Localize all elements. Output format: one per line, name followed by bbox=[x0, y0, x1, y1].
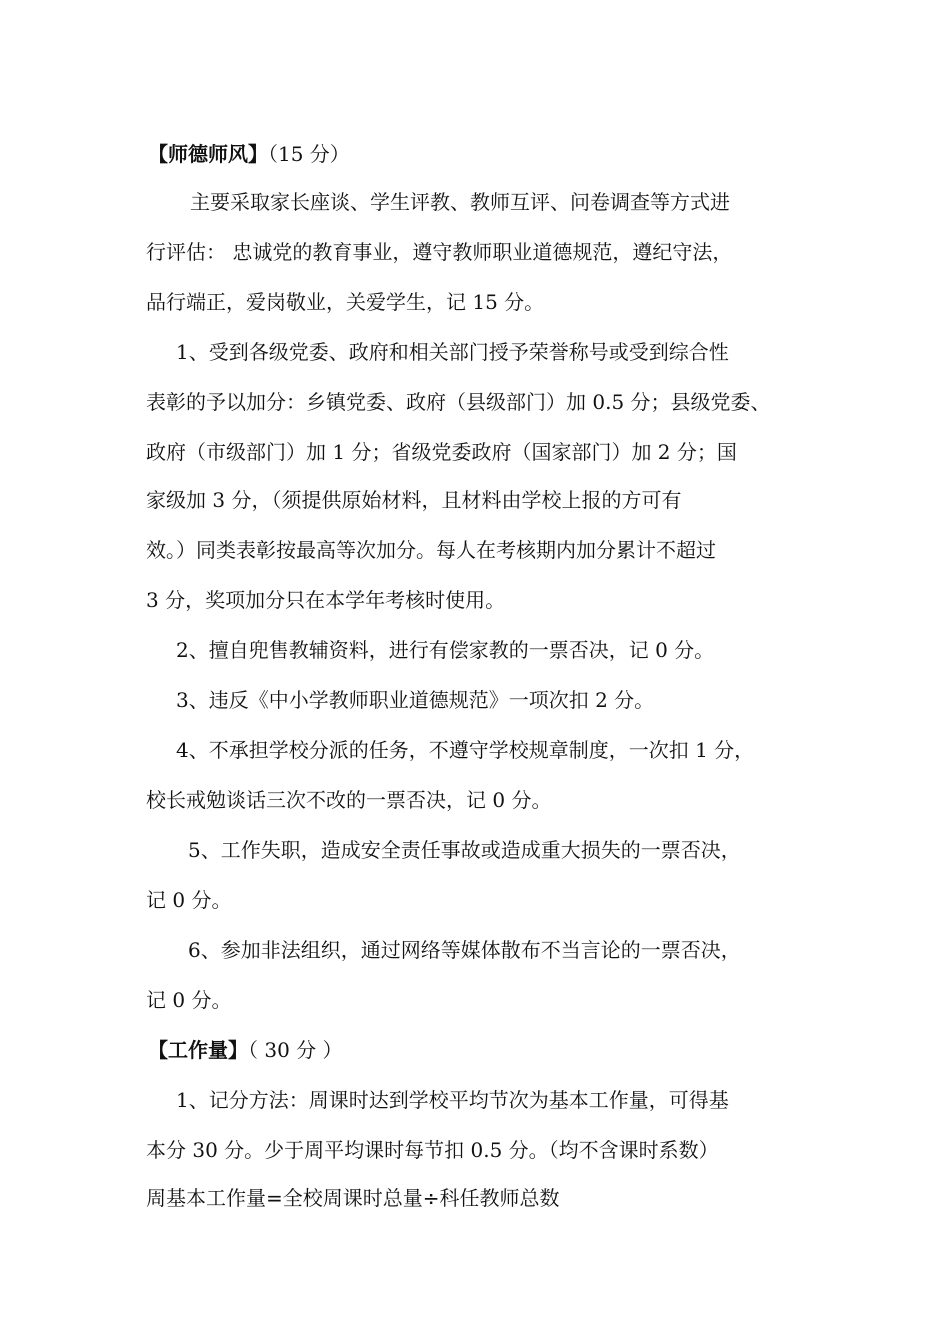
list-item-line: 5、工作失职，造成安全责任事故或造成重大损失的一票否决， bbox=[188, 838, 741, 862]
list-item-line: 政府（市级部门）加 1 分；省级党委政府（国家部门）加 2 分；国 bbox=[146, 440, 737, 464]
section-heading-workload bbox=[148, 1036, 343, 1064]
list-item-line: 3、违反《中小学教师职业道德规范》一项次扣 2 分。 bbox=[176, 688, 655, 712]
section-score: （15 分） bbox=[268, 142, 350, 166]
section-heading-ethics bbox=[148, 140, 350, 168]
section-title: 【工作量】 bbox=[148, 1038, 248, 1062]
list-item-line: 4、不承担学校分派的任务，不遵守学校规章制度，一次扣 1 分， bbox=[176, 738, 755, 762]
list-item-line: 效。）同类表彰按最高等次加分。每人在考核期内加分累计不超过 bbox=[146, 538, 716, 562]
paragraph-line: 行评估： 忠诚党的教育事业，遵守教师职业道德规范，遵纪守法， bbox=[146, 240, 733, 264]
section-score: （ 30 分 ） bbox=[248, 1038, 343, 1062]
paragraph-line: 品行端正，爱岗敬业，关爱学生，记 15 分。 bbox=[146, 290, 545, 314]
list-item-line: 1、记分方法：周课时达到学校平均节次为基本工作量，可得基 bbox=[176, 1088, 729, 1112]
list-item-line: 6、参加非法组织，通过网络等媒体散布不当言论的一票否决， bbox=[188, 938, 741, 962]
formula-line: 周基本工作量=全校周课时总量÷科任教师总数 bbox=[146, 1186, 560, 1210]
paragraph-line: 主要采取家长座谈、学生评教、教师互评、问卷调查等方式进 bbox=[190, 190, 730, 214]
list-item-line: 记 0 分。 bbox=[146, 988, 232, 1012]
list-item-line: 表彰的予以加分：乡镇党委、政府（县级部门）加 0.5 分；县级党委、 bbox=[146, 390, 771, 414]
section-title: 【师德师风】 bbox=[148, 142, 268, 166]
list-item-line: 2、擅自兜售教辅资料，进行有偿家教的一票否决，记 0 分。 bbox=[176, 638, 715, 662]
list-item-line: 本分 30 分。少于周平均课时每节扣 0.5 分。（均不含课时系数） bbox=[146, 1138, 719, 1162]
list-item-line: 1、受到各级党委、政府和相关部门授予荣誉称号或受到综合性 bbox=[176, 340, 729, 364]
list-item-line: 家级加 3 分，（须提供原始材料，且材料由学校上报的方可有 bbox=[146, 488, 682, 512]
list-item-line: 校长戒勉谈话三次不改的一票否决，记 0 分。 bbox=[146, 788, 552, 812]
list-item-line: 记 0 分。 bbox=[146, 888, 232, 912]
list-item-line: 3 分，奖项加分只在本学年考核时使用。 bbox=[146, 588, 506, 612]
